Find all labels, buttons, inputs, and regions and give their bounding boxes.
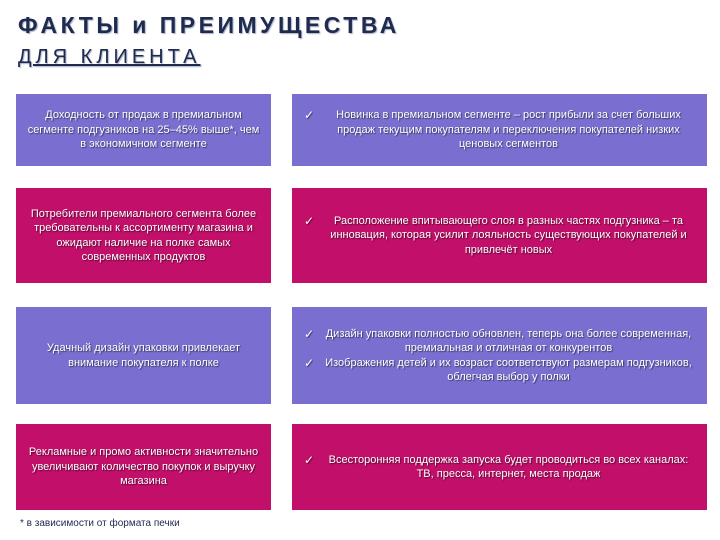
benefit-box-4 <box>292 424 707 510</box>
fact-text: Рекламные и промо активности значительно увеличивают количество покупок и выручку магазина <box>28 446 259 488</box>
benefit-item <box>304 108 695 152</box>
fact-box-2 <box>16 188 271 283</box>
page-title: ФАКТЫ и ПРЕИМУЩЕСТВА <box>18 12 400 38</box>
check-icon: ✓ <box>304 108 315 123</box>
fact-text: Удачный дизайн упаковки привлекает внимание покупателя к полке <box>46 342 241 369</box>
benefit-text: Всесторонняя поддержка запуска будет проводиться во всех каналах: ТВ, пресса, интернет, места продаж <box>328 453 689 480</box>
benefit-item <box>304 453 695 482</box>
benefit-item <box>304 214 695 258</box>
footnote: * в зависимости от формата печки <box>20 518 180 529</box>
benefit-box-1 <box>292 94 707 166</box>
fact-box-1 <box>16 94 271 166</box>
fact-text: Доходность от продаж в премиальном сегменте подгузников на 25–45% выше*, чем в экономичном сегменте <box>27 109 260 151</box>
fact-box-4 <box>16 424 271 510</box>
benefit-item <box>304 327 695 356</box>
benefit-text: Расположение впитывающего слоя в разных частях подгузника – та инновация, которая усилит лояльность существующих покупателей и привлечёт новых <box>330 214 687 256</box>
page-subtitle: ДЛЯ КЛИЕНТА <box>18 46 201 68</box>
benefit-item <box>304 356 695 385</box>
fact-text: Потребители премиального сегмента более требовательны к ассортименту магазина и ожидают наличие на полке самых современных продуктов <box>30 207 257 263</box>
benefit-text: Новинка в премиальном сегменте – рост прибыли за счет больших продаж текущим покупателям и переключения покупателей низких ценовых сегментов <box>336 109 681 151</box>
benefit-box-2 <box>292 188 707 283</box>
check-icon: ✓ <box>304 326 315 341</box>
check-icon: ✓ <box>304 355 315 370</box>
check-icon: ✓ <box>304 452 315 467</box>
fact-box-3 <box>16 307 271 404</box>
benefit-text: Изображения детей и их возраст соответствуют размерам подгузников, облегчая выбор у полки <box>325 356 692 383</box>
benefit-text: Дизайн упаковки полностью обновлен, теперь она более современная, премиальная и отличная от конкурентов <box>325 327 692 354</box>
benefit-box-3 <box>292 307 707 404</box>
check-icon: ✓ <box>304 213 315 228</box>
